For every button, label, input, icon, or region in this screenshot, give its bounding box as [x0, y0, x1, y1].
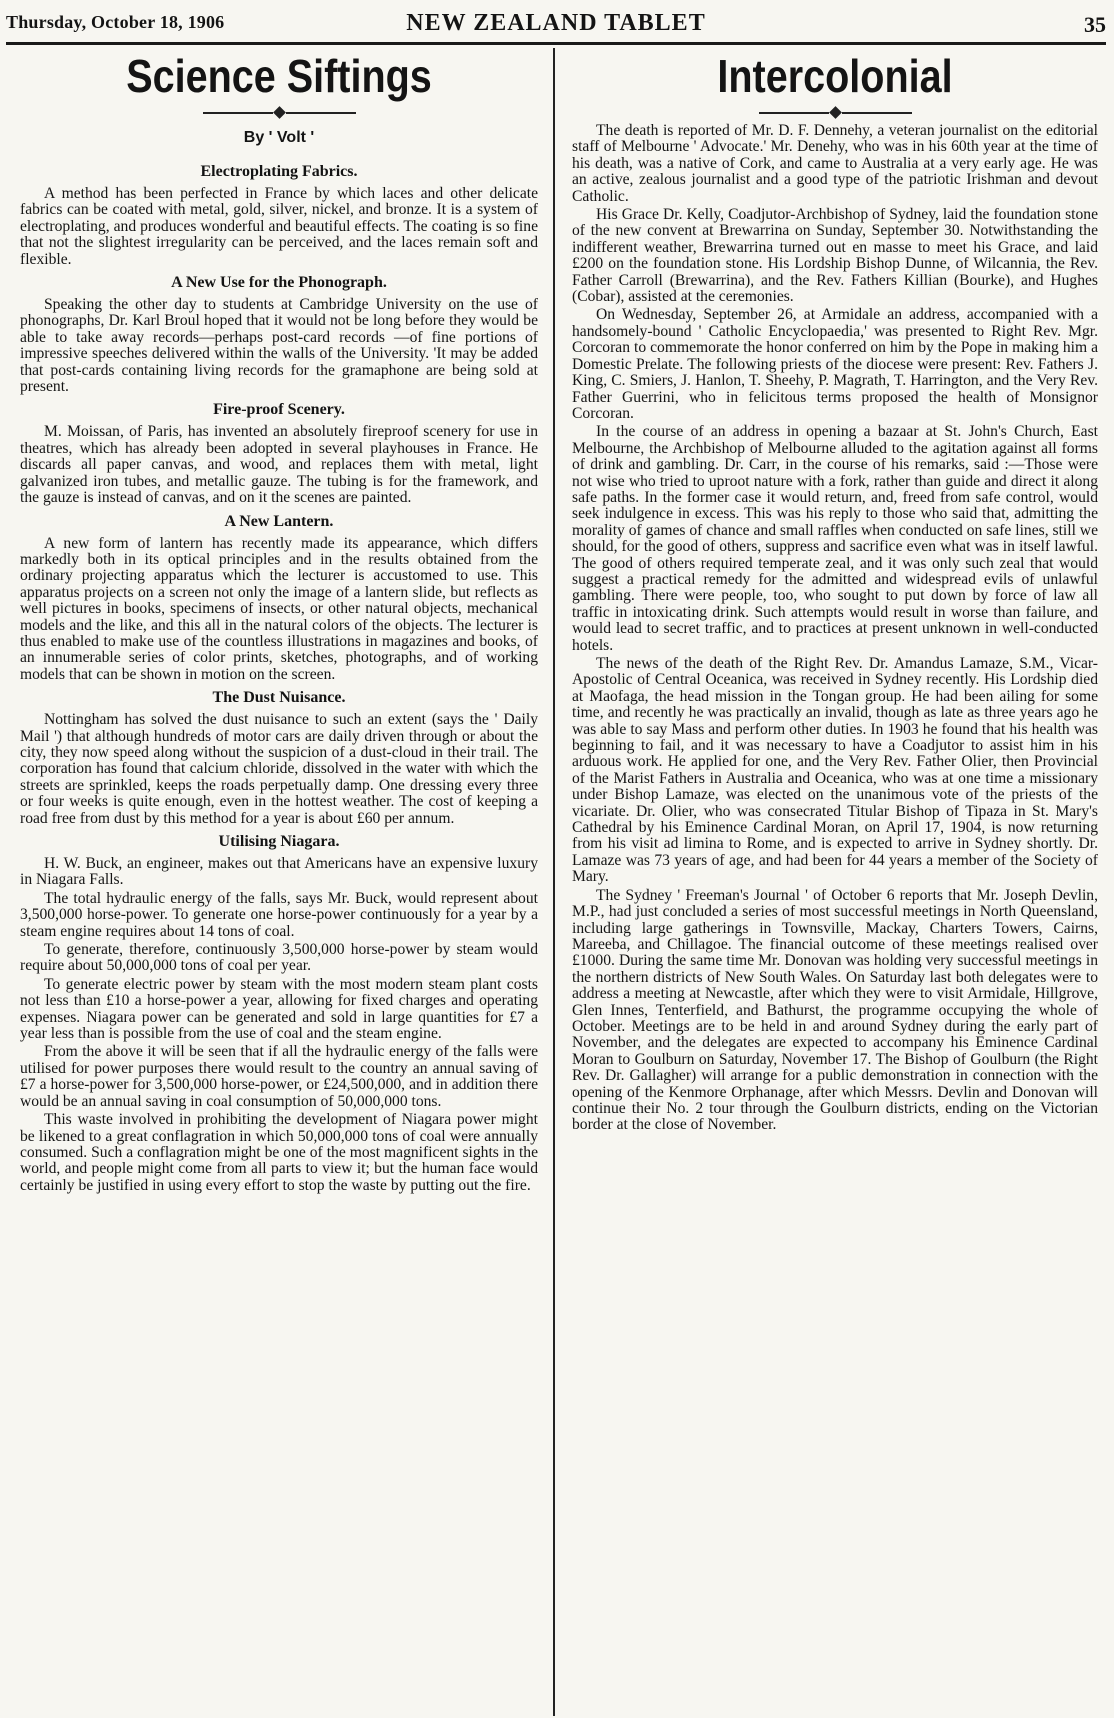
news-item: The Sydney ' Freeman's Journal ' of October 6 reports that Mr. Joseph Devlin, M.P., had just concluded a series of most successful meetings in North Queensland, including large gatherings in Townsville, Mackay, Charters Towers, Cairns, Mareeba, and Chillagoe. The financial outcome of these meetings realised over £1000. During the same time Mr. Donovan was holding very successful meetings in the northern districts of New South Wales. On Saturday last both delegates were to address a meeting at Newcastle, after which they were to visit Armidale, Hillgrove, Glen Innes, Tenterfield, and Bathurst, the programme occupying the whole of October. Meetings are to be held in and around Sydney during the early part of November, and the delegates are expected to accompany his Eminence Cardinal Moran to Goulburn on Saturday, November 17. The Bishop of Goulburn (the Right Rev. Dr. Gallagher) will arrange for a public demonstration in connection with the opening of the Kenmore Orphanage, after which Messrs. Devlin and Donovan will continue their No. 2 tour through the Goulburn districts, ending on the Victorian border at the close of November. — [572, 886, 1098, 1134]
article-paragraph: To generate, therefore, continuously 3,500,000 horse-power by steam would require about 50,000,000 tons of coal per year. — [20, 941, 538, 975]
news-item: On Wednesday, September 26, at Armidale an address, accompanied with a handsomely-bound ' Catholic Encyclopaedia,' was presented to Right Rev. Mgr. Corcoran to commemorate the honor conferred on him by the Pope in making him a Domestic Prelate. The following priests of the diocese were present: Rev. Fathers J. King, C. Smiers, J. Hanlon, T. Sheehy, P. Magrath, T. Harrington, and the Very Rev. Father Guerrini, who in felicitous terms proposed the health of Monsignor Corcoran. — [572, 306, 1098, 422]
page-number: 35 — [1084, 12, 1106, 37]
section-heading: Utilising Niagara. — [218, 833, 340, 850]
column-divider — [553, 48, 555, 1716]
section-heading: Electroplating Fabrics. — [200, 163, 358, 180]
masthead — [6, 10, 1106, 40]
byline: By ' Volt ' — [243, 129, 315, 146]
section-heading: A New Lantern. — [224, 512, 334, 530]
column-headline: Science Siftings — [126, 50, 432, 102]
section-heading: The Dust Nuisance. — [212, 689, 346, 707]
science-siftings-column — [20, 50, 538, 1196]
article-paragraph: Speaking the other day to students at Cambridge University on the use of phonographs, Dr. Karl Broul hoped that it would not be long before they would be able to take away records—perhaps post-card records —of fine portions of impressive speeches delivered within the walls of the University. 'It may be added that post-cards containing living records for the gramaphone are being sold at present. — [20, 296, 538, 396]
article-paragraph: H. W. Buck, an engineer, makes out that Americans have an expensive luxury in Niagara Falls. — [20, 855, 538, 889]
section-heading: A New Use for the Phonograph. — [171, 274, 387, 292]
article-paragraph: M. Moissan, of Paris, has invented an absolutely fireproof scenery for use in theatres, which has already been adopted in several playhouses in France. He discards all paper canvas, and wood, and replaces them with metal, light galvanized iron tubes, and metallic gauze. The tubing is for the framework, and the gauze is instead of canvas, and on it the scenes are painted. — [20, 423, 538, 507]
article-paragraph: Nottingham has solved the dust nuisance to such an extent (says the ' Daily Mail ') that although hundreds of motor cars are daily driven through or about the city, they now speed along without the suspicion of a dust-cloud in their trail. The corporation has found that calcium chloride, dissolved in the water with which the streets are sprinkled, keeps the roads perpetually damp. One dressing every three or four weeks is quite enough, even in the hottest weather. The cost of keeping a road free from dust by this method for a year is about £60 per annum. — [20, 711, 538, 827]
headline-ornament — [572, 108, 1098, 117]
news-item: The news of the death of the Right Rev. Dr. Amandus Lamaze, S.M., Vicar-Apostolic of Central Oceanica, was received in Sydney recently. His Lordship died at Maofaga, the head mission in the Tongan group. He had been ailing for some time, and recently he was practically an invalid, though as late as three years ago he was able to say Mass and perform other duties. In 1903 he found that his health was beginning to fail, and it was necessary to have a Coadjutor to assist him in his arduous work. He applied for one, and the Very Rev. Father Olier, then Provincial of the Marist Fathers in Australia and Oceanica, who was at one time a missionary under Bishop Lamaze, was elected on the unanimous vote of the priests of the vicariate. Dr. Olier, who was consecrated Titular Bishop of Tipaza in St. Mary's Cathedral by his Eminence Cardinal Moran, on April 17, 1904, is now returning from his visit ad limina to Rome, and is expected to arrive in Sydney shortly. Dr. Lamaze was 73 years of age, and had been for 44 years a member of the Society of Mary. — [572, 655, 1098, 886]
issue-date: Thursday, October 18, 1906 — [6, 12, 225, 32]
intercolonial-column — [572, 50, 1098, 1136]
news-item: The death is reported of Mr. D. F. Dennehy, a veteran journalist on the editorial staff of Melbourne ' Advocate.' Mr. Denehy, who was in his 60th year at the time of his death, was a native of Cork, and came to Australia at a very early age. He was an active, zealous journalist and a good type of the patriotic Irishman and devout Catholic. — [572, 122, 1098, 205]
publication-title: NEW ZEALAND TABLET — [406, 10, 706, 36]
article-paragraph: A new form of lantern has recently made its appearance, which differs markedly both in its optical principles and in the results obtained from the ordinary projecting apparatus which the lecturer is accustomed to use. This apparatus projects on a screen not only the image of a lantern slide, but reflects as well pictures in books, specimens of insects, or other natural objects, mechanical models and the like, and this all in the natural colors of the objects. The lecturer is thus enabled to make use of the countless illustrations in magazines and books, of an innumerable series of color prints, sketches, photographs, and of working models that can be shown in motion on the screen. — [20, 534, 538, 683]
article-paragraph: A method has been perfected in France by which laces and other delicate fabrics can be coated with metal, gold, silver, nickel, and bronze. It is a system of electroplating, and produces wonderful and beautiful effects. The coating is so fine that not the slightest irregularity can be perceived, and the laces remain soft and flexible. — [20, 185, 538, 268]
column-headline: Intercolonial — [717, 50, 953, 102]
news-item: In the course of an address in opening a bazaar at St. John's Church, East Melbourne, the Archbishop of Melbourne alluded to the agitation against all forms of drink and gambling. Dr. Carr, in the course of his remarks, said :—Those were not wise who tried to uproot nature with a fork, rather than guide and direct it along safe paths. In the former case it would return, and, freed from safe control, would seek indulgence in excess. This was his reply to those who said that, admitting the morality of games of chance and small raffles when conducted on safe lines, still we should, for the good of others, suppress and sacrifice even what was in itself lawful. The good of others required temperate zeal, and it was only such zeal that would suggest a practical remedy for the admitted and widespread evils of unlawful gambling. There were people, too, who sought to put down by force of law all traffic in intoxicating drink. Such attempts would result in worse than failure, and would lead to secret traffic, and to practices at present unknown in well-conducted hotels. — [572, 423, 1098, 654]
section-heading: Fire-proof Scenery. — [213, 401, 345, 419]
article-paragraph: The total hydraulic energy of the falls, says Mr. Buck, would represent about 3,500,000 horse-power. To generate one horse-power continuously for a year by a steam engine requires about 14 tons of coal. — [20, 889, 538, 940]
article-paragraph: From the above it will be seen that if all the hydraulic energy of the falls were utilised for power purposes there would result to the country an annual saving of £7 a horse-power for 3,500,000 horse-power, or £24,500,000, and in addition there would be an annual saving in coal consumption of 50,000,000 tons. — [20, 1043, 538, 1110]
masthead-rule — [6, 42, 1106, 45]
article-paragraph: To generate electric power by steam with the most modern steam plant costs not less than £10 a horse-power a year, allowing for fixed charges and operating expenses. Niagara power can be generated and sold in large quantities for £7 a year less than is possible from the use of coal and the steam engine. — [20, 975, 538, 1043]
headline-ornament — [20, 108, 538, 117]
article-paragraph: This waste involved in prohibiting the development of Niagara power might be likened to a great conflagration in which 50,000,000 tons of coal were annually consumed. Such a conflagration might be one of the most magnificent sights in the world, and people might come from all parts to view it; but the human face would certainly be justified in using every effort to stop the waste by putting out the fire. — [20, 1111, 538, 1194]
news-item: His Grace Dr. Kelly, Coadjutor-Archbishop of Sydney, laid the foundation stone of the new convent at Brewarrina on Sunday, September 30. Notwithstanding the indifferent weather, Brewarrina turned out en masse to meet his Grace, and laid £200 on the foundation stone. His Lordship Bishop Dunne, of Wilcannia, the Rev. Father Carroll (Brewarrina), and the Rev. Fathers Killian (Bourke), and Hughes (Cobar), assisted at the ceremonies. — [572, 206, 1098, 306]
